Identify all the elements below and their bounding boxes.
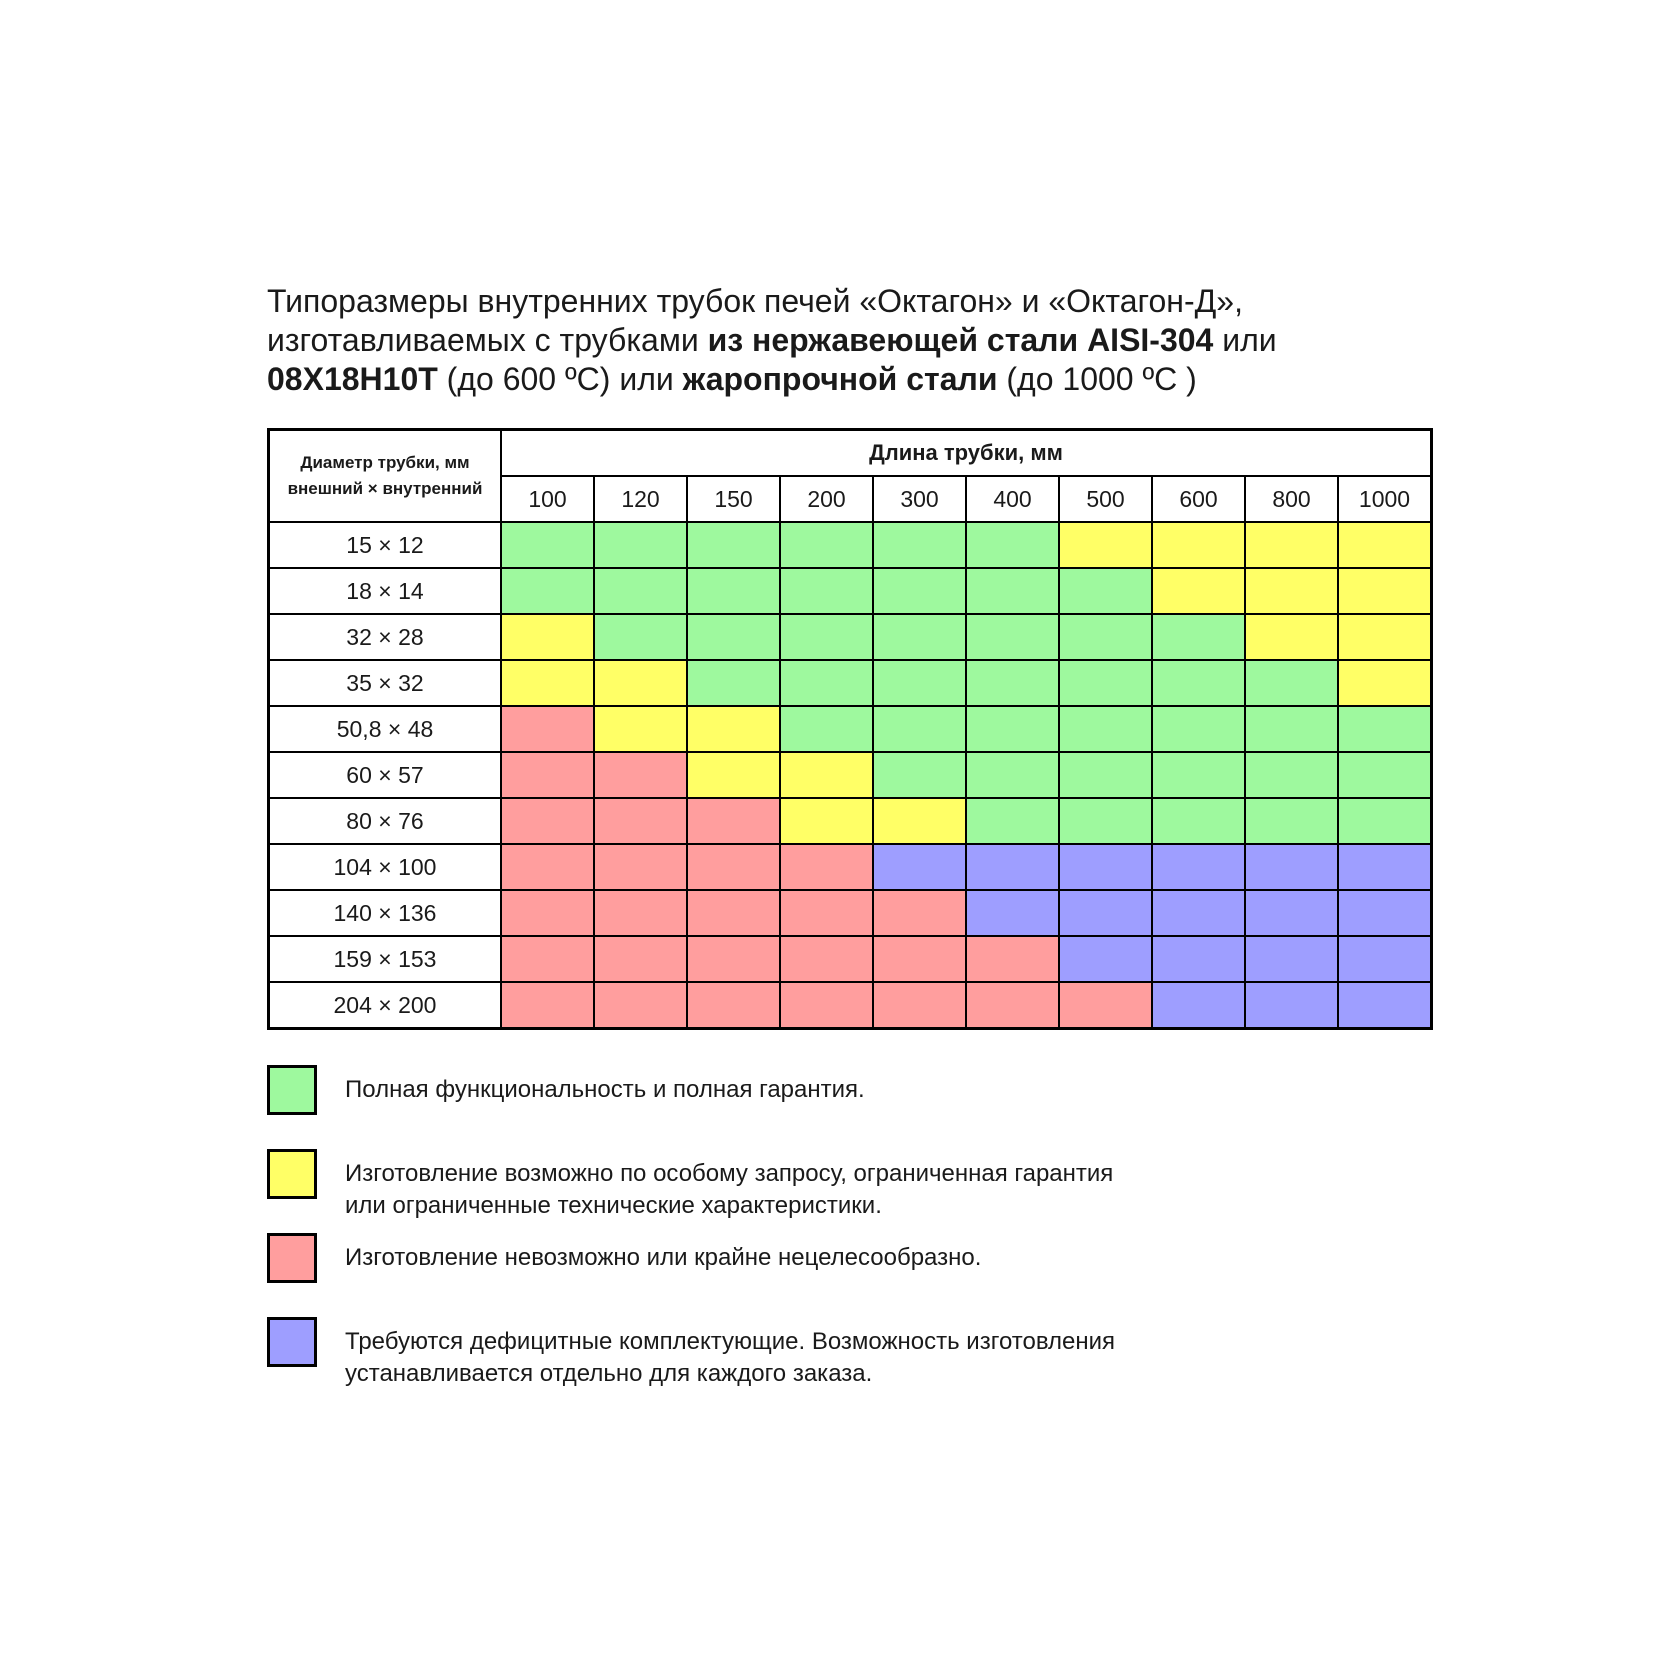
availability-cell-yellow xyxy=(687,706,780,752)
availability-cell-red xyxy=(594,890,687,936)
legend-item xyxy=(267,1149,1417,1233)
legend-swatch-green xyxy=(267,1065,317,1115)
availability-cell-green xyxy=(1152,798,1245,844)
diameter-label: 15 × 12 xyxy=(269,522,502,568)
diameter-header xyxy=(269,430,502,523)
diameter-label: 204 × 200 xyxy=(269,982,502,1029)
availability-cell-green xyxy=(1152,614,1245,660)
availability-cell-green xyxy=(780,614,873,660)
availability-cell-green xyxy=(1338,752,1432,798)
availability-cell-green xyxy=(780,706,873,752)
availability-cell-yellow xyxy=(1338,660,1432,706)
length-col-header: 120 xyxy=(594,476,687,522)
availability-cell-green xyxy=(687,614,780,660)
availability-cell-green xyxy=(966,568,1059,614)
availability-cell-blue xyxy=(1245,890,1338,936)
legend-swatch-yellow xyxy=(267,1149,317,1199)
legend-text: Изготовление невозможно или крайне нецелесообразно. xyxy=(345,1244,982,1271)
table-body xyxy=(269,522,1432,1029)
availability-cell-red xyxy=(1059,982,1152,1029)
availability-cell-green xyxy=(873,522,966,568)
availability-cell-red xyxy=(501,706,594,752)
availability-cell-green xyxy=(1338,798,1432,844)
length-col-header: 150 xyxy=(687,476,780,522)
availability-cell-blue xyxy=(1152,844,1245,890)
title-part-3: из нержавеющей стали AISI-304 xyxy=(707,322,1214,358)
availability-cell-green xyxy=(1059,706,1152,752)
availability-cell-green xyxy=(1059,660,1152,706)
diameter-label: 50,8 × 48 xyxy=(269,706,502,752)
table-row xyxy=(269,614,1432,660)
table-row xyxy=(269,752,1432,798)
availability-cell-red xyxy=(780,844,873,890)
availability-cell-blue xyxy=(1059,844,1152,890)
availability-cell-red xyxy=(873,982,966,1029)
diameter-label: 104 × 100 xyxy=(269,844,502,890)
availability-cell-blue xyxy=(1152,936,1245,982)
availability-cell-green xyxy=(1152,706,1245,752)
availability-cell-green xyxy=(1059,568,1152,614)
availability-cell-yellow xyxy=(1338,614,1432,660)
diameter-label: 159 × 153 xyxy=(269,936,502,982)
diameter-label: 80 × 76 xyxy=(269,798,502,844)
availability-cell-green xyxy=(1152,752,1245,798)
availability-cell-yellow xyxy=(1152,522,1245,568)
availability-cell-green xyxy=(1338,706,1432,752)
title-part-8: (до 1000 ºС ) xyxy=(997,361,1197,397)
availability-cell-green xyxy=(501,522,594,568)
table-header-row xyxy=(269,430,1432,477)
availability-cell-yellow xyxy=(1338,522,1432,568)
diameter-label: 32 × 28 xyxy=(269,614,502,660)
availability-cell-green xyxy=(780,568,873,614)
availability-cell-yellow xyxy=(594,660,687,706)
table-row xyxy=(269,890,1432,936)
availability-cell-green xyxy=(780,522,873,568)
availability-cell-yellow xyxy=(1338,568,1432,614)
length-col-header: 100 xyxy=(501,476,594,522)
availability-cell-red xyxy=(594,936,687,982)
availability-cell-yellow xyxy=(780,752,873,798)
availability-cell-red xyxy=(966,982,1059,1029)
title-part-7: жаропрочной стали xyxy=(682,361,998,397)
availability-cell-green xyxy=(1245,660,1338,706)
availability-cell-red xyxy=(687,982,780,1029)
availability-cell-red xyxy=(594,798,687,844)
legend xyxy=(267,1065,1417,1401)
table-row xyxy=(269,982,1432,1029)
availability-cell-green xyxy=(873,568,966,614)
availability-cell-red xyxy=(501,752,594,798)
legend-text: Требуются дефицитные комплектующие. Возможность изготовления устанавливается отдельно для каждого заказа. xyxy=(345,1328,1116,1387)
legend-item xyxy=(267,1233,1417,1317)
availability-cell-red xyxy=(780,936,873,982)
diameter-label: 140 × 136 xyxy=(269,890,502,936)
availability-cell-yellow xyxy=(1245,614,1338,660)
table-row xyxy=(269,706,1432,752)
availability-cell-blue xyxy=(966,890,1059,936)
availability-cell-green xyxy=(501,568,594,614)
availability-cell-blue xyxy=(1245,982,1338,1029)
diameter-label: 35 × 32 xyxy=(269,660,502,706)
availability-cell-red xyxy=(501,798,594,844)
table-row xyxy=(269,522,1432,568)
availability-cell-yellow xyxy=(501,660,594,706)
availability-cell-blue xyxy=(1059,890,1152,936)
legend-swatch-blue xyxy=(267,1317,317,1367)
availability-cell-blue xyxy=(966,844,1059,890)
availability-cell-red xyxy=(780,890,873,936)
availability-cell-green xyxy=(1245,798,1338,844)
availability-cell-blue xyxy=(1338,844,1432,890)
availability-cell-blue xyxy=(1152,890,1245,936)
availability-cell-green xyxy=(687,568,780,614)
availability-cell-green xyxy=(687,660,780,706)
availability-cell-green xyxy=(966,522,1059,568)
table-row xyxy=(269,798,1432,844)
availability-cell-blue xyxy=(1059,936,1152,982)
length-col-header: 800 xyxy=(1245,476,1338,522)
availability-cell-green xyxy=(873,752,966,798)
table-row xyxy=(269,936,1432,982)
table-row xyxy=(269,568,1432,614)
availability-cell-green xyxy=(1245,752,1338,798)
availability-cell-green xyxy=(1059,752,1152,798)
availability-cell-green xyxy=(1245,706,1338,752)
availability-cell-red xyxy=(687,798,780,844)
length-col-header: 300 xyxy=(873,476,966,522)
availability-cell-yellow xyxy=(1152,568,1245,614)
tube-size-table xyxy=(267,428,1433,1030)
legend-item xyxy=(267,1065,1417,1149)
availability-cell-blue xyxy=(1338,890,1432,936)
diameter-label: 18 × 14 xyxy=(269,568,502,614)
length-col-header: 1000 xyxy=(1338,476,1432,522)
availability-cell-green xyxy=(594,522,687,568)
availability-cell-yellow xyxy=(873,798,966,844)
availability-cell-green xyxy=(594,568,687,614)
availability-cell-yellow xyxy=(780,798,873,844)
availability-cell-green xyxy=(966,660,1059,706)
legend-swatch-red xyxy=(267,1233,317,1283)
length-col-header: 500 xyxy=(1059,476,1152,522)
availability-cell-green xyxy=(966,752,1059,798)
availability-cell-yellow xyxy=(1245,522,1338,568)
availability-cell-blue xyxy=(1245,844,1338,890)
availability-cell-blue xyxy=(1245,936,1338,982)
availability-cell-green xyxy=(687,522,780,568)
availability-cell-red xyxy=(594,844,687,890)
availability-cell-red xyxy=(966,936,1059,982)
title-part-5: 08Х18Н10Т xyxy=(267,361,438,397)
diameter-header-line-1: Диаметр трубки, мм xyxy=(300,453,470,472)
availability-cell-red xyxy=(594,752,687,798)
availability-cell-yellow xyxy=(501,614,594,660)
availability-cell-green xyxy=(873,614,966,660)
table-row xyxy=(269,844,1432,890)
availability-cell-red xyxy=(501,982,594,1029)
length-header: Длина трубки, мм xyxy=(501,430,1432,477)
availability-cell-yellow xyxy=(687,752,780,798)
availability-cell-red xyxy=(873,936,966,982)
availability-cell-green xyxy=(780,660,873,706)
availability-cell-red xyxy=(687,890,780,936)
availability-cell-red xyxy=(501,844,594,890)
length-col-header: 400 xyxy=(966,476,1059,522)
availability-cell-green xyxy=(594,614,687,660)
legend-text: Изготовление возможно по особому запросу, ограниченная гарантия или ограниченные технические характеристики. xyxy=(345,1160,1114,1219)
availability-cell-blue xyxy=(1338,982,1432,1029)
availability-cell-green xyxy=(1152,660,1245,706)
availability-cell-yellow xyxy=(594,706,687,752)
page-title xyxy=(267,282,1467,399)
title-part-1: Типоразмеры внутренних трубок печей «Октагон» и «Октагон-Д», xyxy=(267,283,1243,319)
availability-cell-blue xyxy=(873,844,966,890)
availability-cell-red xyxy=(594,982,687,1029)
availability-cell-green xyxy=(966,798,1059,844)
availability-cell-green xyxy=(966,706,1059,752)
availability-cell-green xyxy=(873,706,966,752)
availability-cell-green xyxy=(966,614,1059,660)
availability-cell-green xyxy=(873,660,966,706)
diameter-label: 60 × 57 xyxy=(269,752,502,798)
legend-item xyxy=(267,1317,1417,1401)
availability-cell-red xyxy=(687,844,780,890)
title-part-2: изготавливаемых с трубками xyxy=(267,322,708,358)
availability-cell-blue xyxy=(1338,936,1432,982)
title-part-6: (до 600 ºС) или xyxy=(437,361,683,397)
availability-cell-yellow xyxy=(1059,522,1152,568)
length-col-header: 200 xyxy=(780,476,873,522)
availability-cell-red xyxy=(780,982,873,1029)
length-col-header: 600 xyxy=(1152,476,1245,522)
availability-cell-blue xyxy=(1152,982,1245,1029)
availability-cell-green xyxy=(1059,798,1152,844)
table-row xyxy=(269,660,1432,706)
availability-cell-red xyxy=(687,936,780,982)
diameter-header-line-2: внешний × внутренний xyxy=(287,479,483,498)
availability-cell-yellow xyxy=(1245,568,1338,614)
availability-cell-red xyxy=(501,936,594,982)
legend-text: Полная функциональность и полная гарантия. xyxy=(345,1076,865,1103)
availability-cell-green xyxy=(1059,614,1152,660)
availability-cell-red xyxy=(873,890,966,936)
title-part-4: или xyxy=(1213,322,1277,358)
availability-cell-red xyxy=(501,890,594,936)
